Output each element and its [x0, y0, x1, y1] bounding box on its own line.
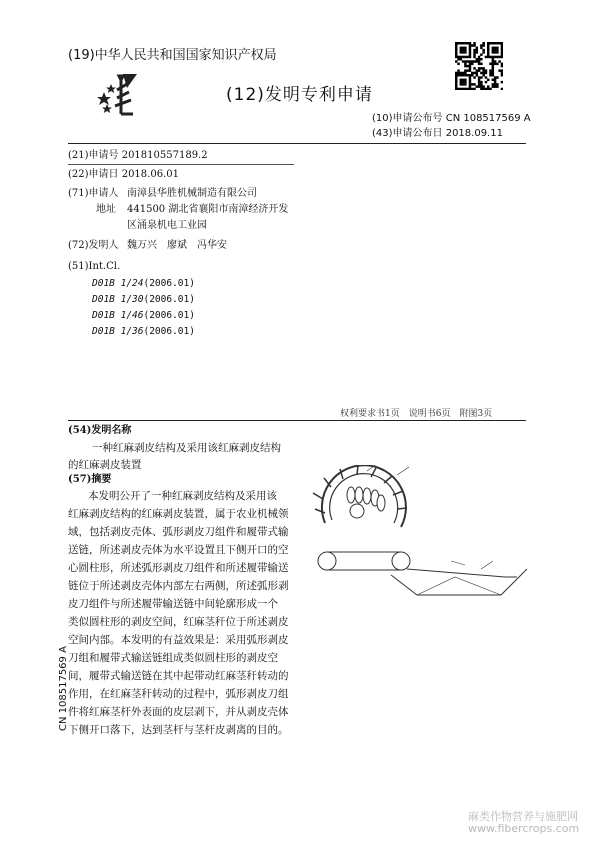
- abstract-line: 域，包括剥皮壳体、弧形剥皮刀组件和履带式输: [68, 526, 289, 538]
- applicant-label: (71)申请人: [68, 188, 119, 199]
- inventors-label: (72)发明人: [68, 240, 119, 251]
- side-publication-number: CN 108517569 A: [58, 646, 69, 731]
- publication-number: (10)申请公布号 CN 108517569 A: [372, 113, 531, 124]
- abstract-line: 间，履带式输送链在其中起带动红麻茎秆转动的: [68, 670, 289, 682]
- abstract-line: 红麻剥皮结构的红麻剥皮装置，属于农业机械领: [68, 508, 289, 520]
- qr-code: [455, 42, 503, 90]
- invention-title-line-2: 的红麻剥皮装置: [68, 459, 142, 471]
- header-divider: [68, 143, 526, 144]
- abstract-drawing: [305, 465, 533, 615]
- ipc-code: D01B 1/30(2006.01): [92, 294, 195, 305]
- abstract-line: 本发明公开了一种红麻剥皮结构及采用该: [88, 490, 277, 502]
- inventors: 魏万兴 廖斌 冯华安: [127, 240, 227, 251]
- filing-date: (22)申请日 2018.06.01: [68, 169, 179, 180]
- watermark-title: 麻类作物营养与施肥网: [468, 810, 578, 823]
- cnipa-emblem-icon: [97, 72, 141, 118]
- abstract-label: (57)摘要: [68, 474, 112, 485]
- publication-date: (43)申请公布日 2018.09.11: [372, 128, 503, 139]
- abstract-line: 送链，所述剥皮壳体为水平设置且下侧开口的空: [68, 544, 289, 556]
- abstract-line: 作用，在红麻茎秆转动的过程中，弧形剥皮刀组: [68, 688, 289, 700]
- invention-title-line-1: 一种红麻剥皮结构及采用该红麻剥皮结构: [92, 442, 281, 454]
- ipc-code: D01B 1/46(2006.01): [92, 310, 195, 321]
- abstract-line: 类似圆柱形的剥皮空间，红麻茎秆位于所述剥皮: [68, 616, 289, 628]
- ipc-code: D01B 1/24(2006.01): [92, 278, 195, 289]
- abstract-line: 刀组和履带式输送链组成类似圆柱形的剥皮空: [68, 652, 278, 664]
- abstract-line: 空间内部。本发明的有益效果是：采用弧形剥皮: [68, 634, 289, 646]
- title-label: (54)发明名称: [68, 425, 132, 436]
- abstract-line: 心圆柱形，所述弧形剥皮刀组件和所述履带输送: [68, 562, 289, 574]
- office-name: (19)中华人民共和国国家知识产权局: [68, 48, 277, 63]
- applicant-name: 南漳县华胜机械制造有限公司: [127, 188, 257, 199]
- divider: [68, 164, 294, 165]
- address-line-2: 区涌泉机电工业园: [127, 220, 207, 231]
- abstract-line: 皮刀组件与所述履带输送链中间轮廓形成一个: [68, 598, 278, 610]
- abstract-text: [68, 487, 298, 739]
- document-type: (12)发明专利申请: [226, 85, 373, 105]
- abstract-line: 链位于所述剥皮壳体内部左右两侧，所述弧形剥: [68, 580, 289, 592]
- address-label: 地址: [96, 204, 116, 215]
- ipc-code: D01B 1/36(2006.01): [92, 326, 195, 337]
- abstract-line: 下侧开口落下，达到茎杆与茎杆皮剥离的目的。: [68, 724, 289, 736]
- pages-info: 权利要求书1页 说明书6页 附图3页: [340, 409, 493, 419]
- address-line-1: 441500 湖北省襄阳市南漳经济开发: [127, 204, 289, 215]
- intcl-label: (51)Int.Cl.: [68, 261, 121, 272]
- abstract-line: 件将红麻茎杆外表面的皮层剥下，并从剥皮壳体: [68, 706, 289, 718]
- application-number: (21)申请号 201810557189.2: [68, 150, 208, 161]
- watermark-url: www.fibercrops.com: [468, 822, 580, 835]
- section-divider: [68, 420, 526, 421]
